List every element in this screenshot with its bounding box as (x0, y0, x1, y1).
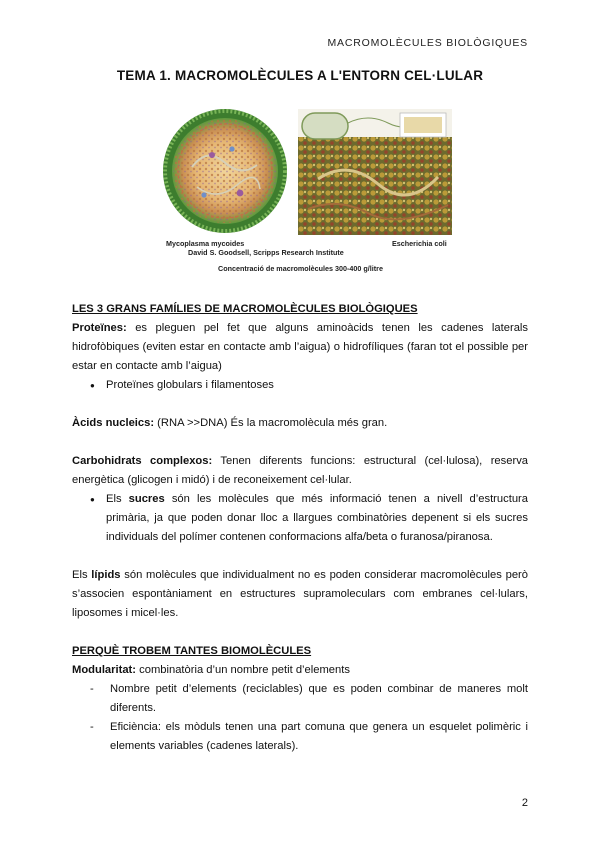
lipids-text: són molècules que individualment no es poden considerar macromolècules però s’associen espontàniament en estructures supramoleculars com embranes cel·lulars, liposomes i micel·les. (72, 569, 528, 619)
body-content (72, 300, 528, 756)
modularity-term: Modularitat: (72, 664, 137, 676)
mycoplasma-illustration (162, 107, 288, 235)
figure (160, 107, 452, 277)
proteins-term: Proteïnes: (72, 322, 127, 334)
proteins-paragraph (72, 319, 528, 376)
modularity-paragraph (72, 661, 528, 680)
carbohydrates-text: Tenen diferents funcions: estructural (cel·lulosa), reserva energètica (glicogen i midó) i de reconeixement cel·lular. (72, 455, 529, 486)
figure-concentration: Concentració de macromolècules 300-400 g/litre (218, 264, 383, 273)
proteins-bullet: ● Proteïnes globulars i filamentoses (106, 376, 528, 395)
carbohydrates-term: Carbohidrats complexos: (72, 455, 213, 467)
list-item: - Nombre petit d’elements (reciclables) que es poden combinar de maneres molt diferents. (110, 680, 528, 718)
running-header: MACROMOLÈCULES BIOLÒGIQUES (327, 37, 528, 49)
sugars-bullet (106, 490, 528, 547)
ecoli-illustration (298, 109, 452, 235)
proteins-text: es pleguen pel fet que alguns aminoàcids tenen les cadenes laterals hidrofòbiques (eviten estar en contacte amb l’aigua) o hidrofíliques (faran tot el possible per estar en contacte amb l’aigua) (72, 322, 528, 372)
figure-label-mycoplasma: Mycoplasma mycoides (166, 239, 245, 248)
proteins-list (72, 376, 528, 395)
nucleic-acids-text: (RNA >>DNA) És la macromolècula més gran. (154, 417, 388, 429)
sugars-list (72, 490, 528, 547)
list-item: - Eficiència: els mòduls tenen una part comuna que genera un esquelet polimèric i elements variables (cadenes laterals). (110, 718, 528, 756)
section-heading-families: LES 3 GRANS FAMÍLIES DE MACROMOLÈCULES BIOLÒGIQUES (72, 303, 418, 315)
section-heading-biomolecules: PERQUÈ TROBEM TANTES BIOMOLÈCULES (72, 645, 312, 657)
page-title: TEMA 1. MACROMOLÈCULES A L'ENTORN CEL·LULAR (116, 68, 484, 83)
page-number: 2 (521, 797, 528, 809)
lipids-pre: Els (72, 569, 92, 581)
carbohydrates-paragraph (72, 452, 528, 490)
nucleic-acids-paragraph (72, 414, 528, 433)
figure-label-ecoli: Escherichia coli (392, 239, 447, 248)
sugars-term: sucres (128, 493, 165, 505)
lipids-paragraph (72, 566, 528, 623)
figure-credit: David S. Goodsell, Scripps Research Institute (188, 248, 344, 257)
sugars-pre: Els (106, 493, 129, 505)
nucleic-acids-term: Àcids nucleics: (72, 417, 155, 429)
lipids-term: lípids (91, 569, 121, 581)
modularity-list (72, 680, 528, 756)
sugars-text: són les molècules que més informació tenen a nivell d’estructura primària, ja que poden donar lloc a llargues combinatòries depenent si els sucres individuals del polímer contenen conformacions alfa/beta o furanosa/piranosa. (106, 493, 529, 543)
modularity-text: combinatòria d’un nombre petit d’elements (136, 664, 350, 676)
